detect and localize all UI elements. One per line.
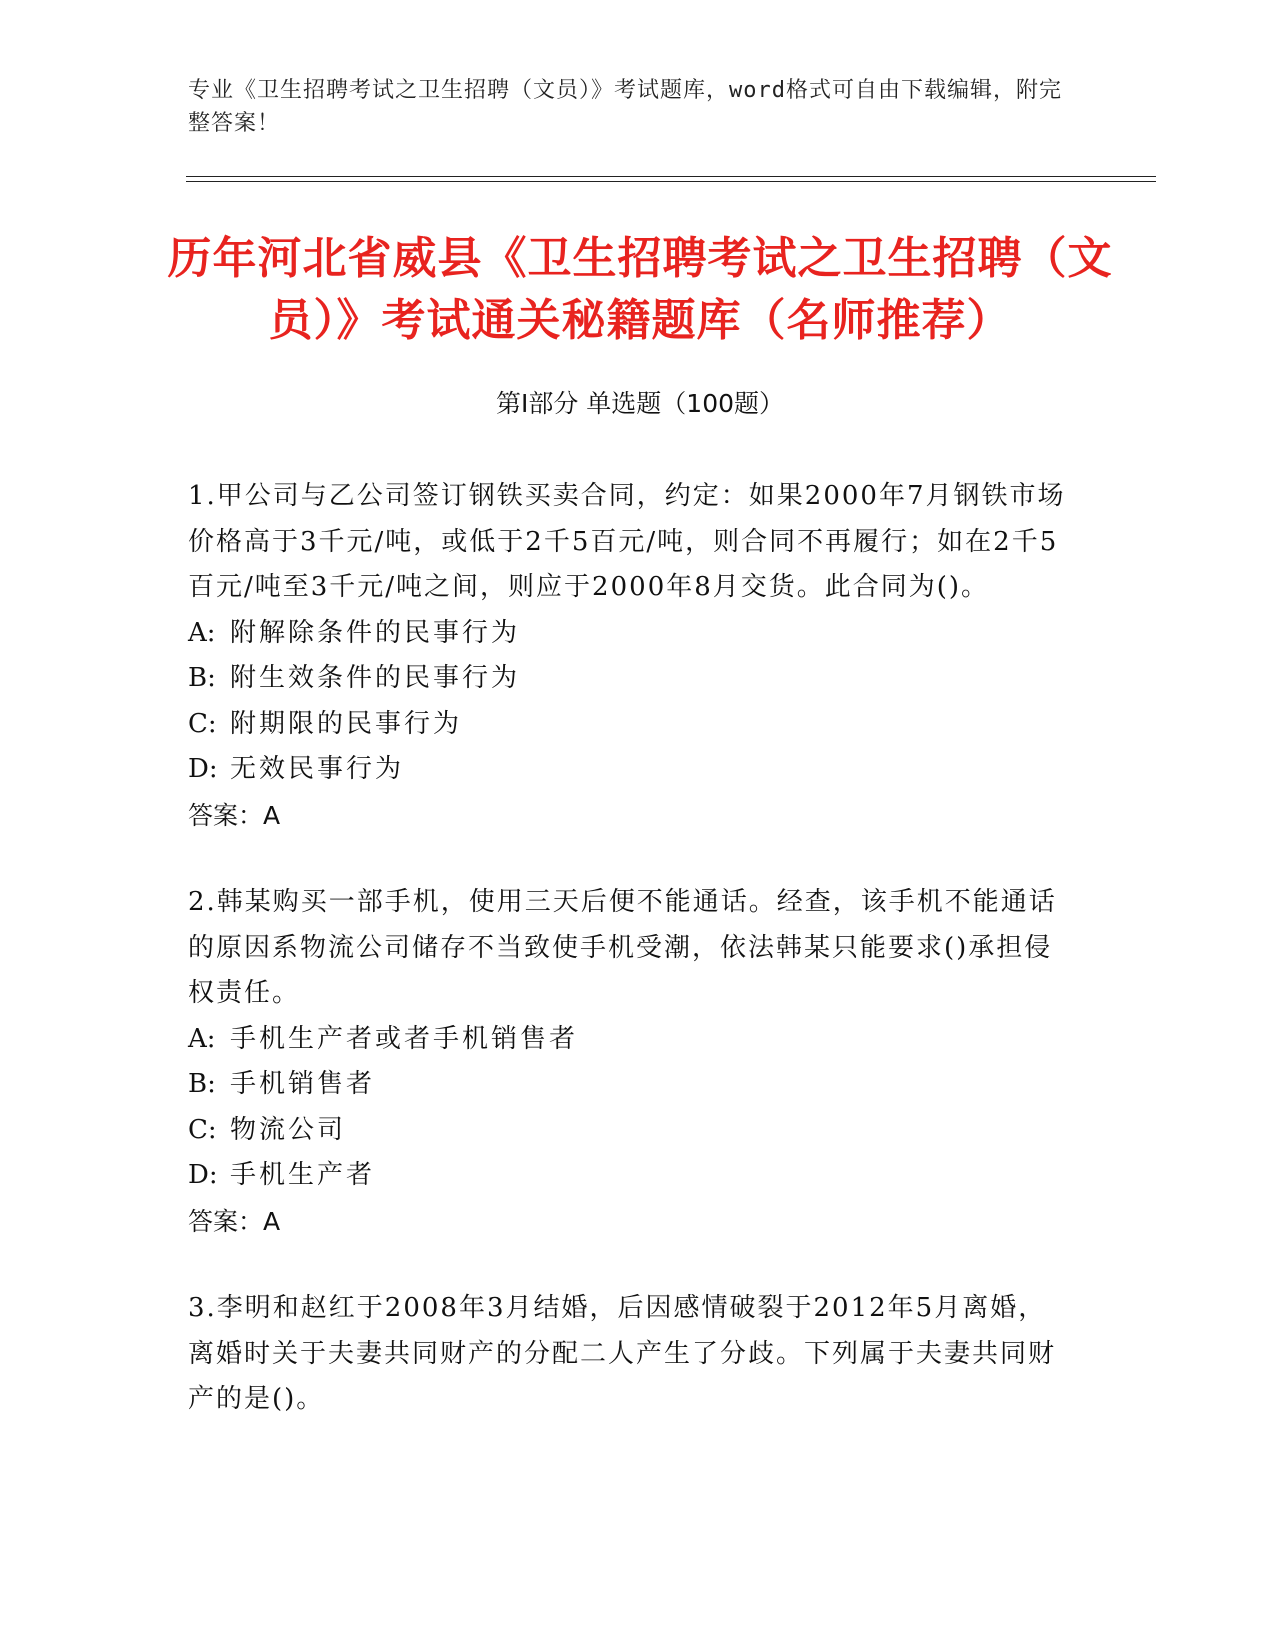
option-b [188,1062,1068,1108]
option-text: 附期限的民事行为 [230,708,463,739]
header-divider-bottom [186,181,1156,182]
option-text: 附解除条件的民事行为 [230,617,521,648]
option-text: 附生效条件的民事行为 [230,663,521,693]
option-key: A: [188,617,216,648]
option-key: D: [188,754,218,784]
answer: 答案：A [188,800,281,830]
option-text: 物流公司 [230,1114,347,1145]
option-a [188,1017,1068,1063]
option-key: C: [188,708,217,739]
option-text: 手机销售者 [230,1069,376,1099]
option-b [188,656,1068,702]
option-key: B: [188,663,216,693]
option-key: D: [188,1160,218,1190]
option-c [188,1108,1068,1154]
option-d [188,1153,1068,1199]
option-key: C: [188,1114,217,1145]
question-stem: 2.韩某购买一部手机，使用三天后便不能通话。经查，该手机不能通话的原因系物流公司储存不当致使手机受潮，依法韩某只能要求()承担侵权责任。 [188,887,1057,1008]
question-1 [188,474,1068,838]
option-key: A: [188,1023,216,1054]
option-text: 手机生产者 [230,1160,376,1190]
question-stem: 1.甲公司与乙公司签订钢铁买卖合同，约定：如果2000年7月钢铁市场价格高于3千元/吨，或低于2千5百元/吨，则合同不再履行；如在2千5百元/吨至3千元/吨之间，则应于2000年8月交货。此合同为()。 [188,481,1066,602]
document-title: 历年河北省威县《卫生招聘考试之卫生招聘（文员）》考试通关秘籍题库（名师推荐） [167,233,1113,346]
option-c [188,702,1068,748]
section-title: 第Ⅰ部分 单选题（100题） [495,389,785,418]
answer: 答案：A [188,1206,281,1236]
option-d [188,747,1068,793]
option-a [188,611,1068,657]
header-divider-top [186,176,1156,177]
question-3 [188,1286,1068,1423]
option-text: 无效民事行为 [230,754,405,784]
question-2 [188,880,1068,1244]
question-stem: 3.李明和赵红于2008年3月结婚，后因感情破裂于2012年5月离婚，离婚时关于夫妻共同财产的分配二人产生了分歧。下列属于夫妻共同财产的是()。 [188,1293,1057,1414]
header-note: 专业《卫生招聘考试之卫生招聘（文员）》考试题库，word格式可自由下载编辑，附完整答案！ [188,78,1062,136]
option-text: 手机生产者或者手机销售者 [230,1023,579,1054]
question-list [188,474,1068,1465]
option-key: B: [188,1069,216,1099]
